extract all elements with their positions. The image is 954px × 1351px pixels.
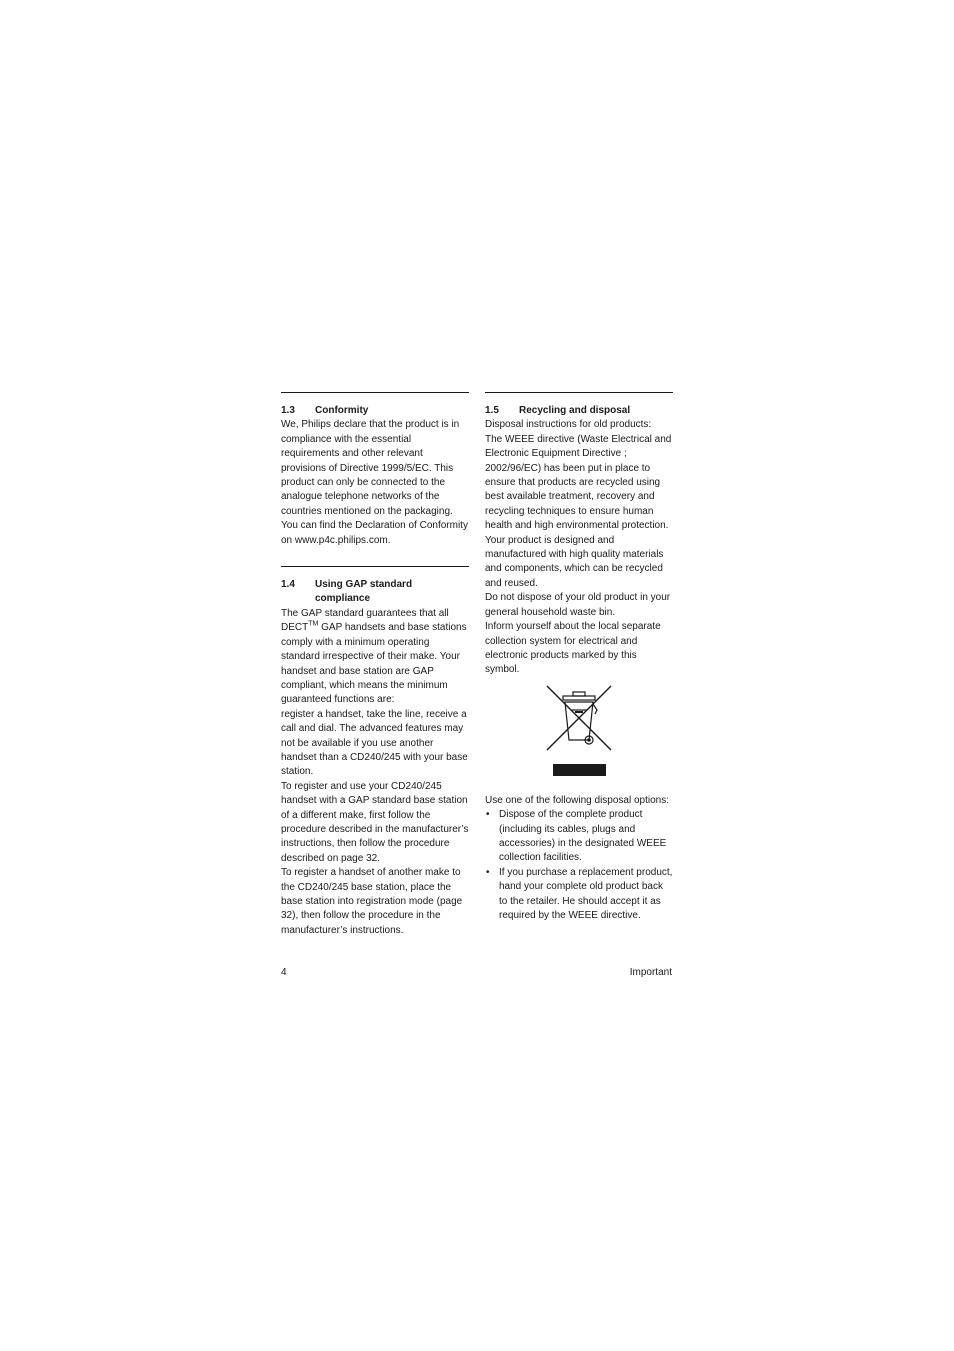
section-divider — [485, 392, 673, 393]
paragraph: Do not dispose of your old product in your general household waste bin. — [485, 592, 671, 618]
section-title: Conformity — [315, 405, 369, 416]
text-run: GAP handsets and base stations comply with a minimum operating standard irrespective of their make. Your handset and base station are GAP compliant, which means the minimum guaranteed functions are: — [281, 622, 467, 706]
page-number: 4 — [281, 967, 287, 978]
section-number: 1.3 — [281, 405, 295, 416]
disposal-options-list — [485, 808, 673, 923]
section-title: Recycling and disposal — [519, 405, 631, 416]
section-divider — [281, 566, 469, 567]
paragraph: Your product is designed and manufactured with high quality materials and components, which can be recycled and reused. — [485, 534, 664, 589]
bullet-icon: • — [486, 866, 490, 878]
section-heading-recycling — [485, 404, 673, 418]
section-heading-gap — [281, 578, 469, 607]
right-column — [485, 392, 673, 923]
trademark-superscript: TM — [308, 620, 319, 628]
list-item-text: If you purchase a replacement product, hand your complete old product back to the retailer. He should accept it as required by the WEEE directive. — [499, 866, 673, 921]
list-item — [485, 808, 673, 866]
paragraph: You can find the Declaration of Conformity on www.p4c.philips.com. — [281, 520, 468, 546]
bullet-icon: • — [486, 809, 490, 821]
list-item — [485, 866, 673, 924]
list-item-text: Dispose of the complete product (including its cables, plugs and accessories) in the designated WEEE collection facilities. — [499, 809, 667, 864]
section-title: Using GAP standard compliance — [315, 579, 413, 605]
paragraph: To register and use your CD240/245 handset with a GAP standard base station of a different make, first follow the procedure described in the manufacturer’s instructions, then follow the procedure described on page 32. — [281, 780, 469, 864]
paragraph-gap-intro — [281, 607, 469, 708]
crossed-out-wheelie-bin-icon — [485, 684, 673, 790]
weee-symbol — [485, 684, 673, 790]
paragraph: Disposal instructions for old products: — [485, 419, 652, 431]
left-column — [281, 392, 469, 938]
footer-section-label: Important — [629, 967, 672, 978]
paragraph: To register a handset of another make to the CD240/245 base station, place the base station into registration mode (page 32), then follow the procedure in the manufacturer’s instructions. — [281, 867, 463, 936]
paragraph: We, Philips declare that the product is in compliance with the essential requirements and other relevant provisions of Directive 1999/5/EC. This product can only be connected to the analogue telephone networks of the countries mentioned on the packaging. — [281, 419, 460, 517]
section-divider — [281, 392, 469, 393]
paragraph: register a handset, take the line, receive a call and dial. The advanced features may not be available if you use another handset than a CD240/245 with your base station. — [281, 708, 468, 778]
section-number: 1.4 — [281, 579, 295, 591]
text-run: The GAP standard guarantees that all DECT — [281, 607, 449, 634]
paragraph: Inform yourself about the local separate collection system for electrical and electronic products marked by this symbol. — [485, 621, 661, 676]
paragraph: The WEEE directive (Waste Electrical and Electronic Equipment Directive ; 2002/96/EC) has been put in place to ensure that products are recycled using best available treatment, recovery and recycling techniques to ensure human health and high environmental protection. — [485, 433, 672, 532]
section-heading-conformity — [281, 404, 469, 418]
paragraph: Use one of the following disposal options: — [485, 794, 670, 806]
section-number: 1.5 — [485, 405, 499, 416]
